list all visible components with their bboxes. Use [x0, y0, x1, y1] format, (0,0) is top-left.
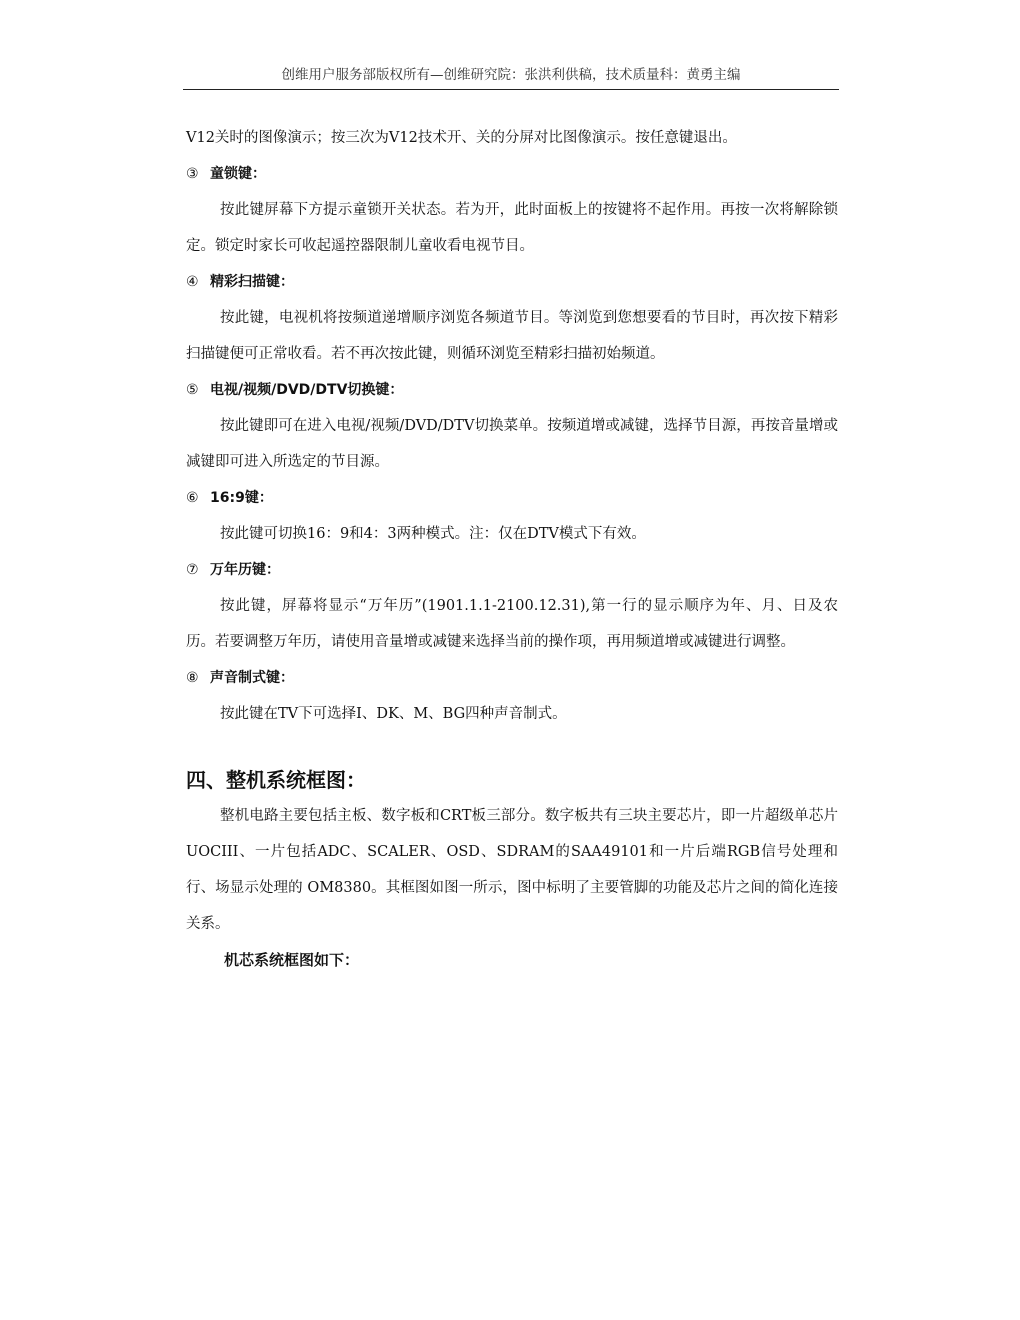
item-heading — [186, 552, 838, 588]
section-body: 整机电路主要包括主板、数字板和CRT板三部分。数字板共有三块主要芯片，即一片超级单芯片UOCIII、一片包括ADC、SCALER、OSD、SDRAM的SAA49101和一片后端RGB信号处理和行、场显示处理的 OM8380。其框图如图一所示，图中标明了主要管脚的功能及芯片之间的简化连接关系。 — [186, 808, 838, 932]
item-heading — [186, 264, 838, 300]
item-heading — [186, 372, 838, 408]
item-number: ⑧ — [186, 670, 199, 686]
item-source-switch — [186, 372, 838, 480]
item-title: 16:9键： — [210, 490, 273, 506]
item-body: 按此键，电视机将按频道递增顺序浏览各频道节目。等浏览到您想要看的节目时，再次按下精彩扫描键便可正常收看。若不再次按此键，则循环浏览至精彩扫描初始频道。 — [186, 310, 838, 362]
item-heading — [186, 480, 838, 516]
page-header: 创维用户服务部版权所有—创维研究院：张洪利供稿，技术质量科：黄勇主编 — [183, 62, 839, 90]
document-body — [186, 120, 838, 978]
item-sound-system — [186, 660, 838, 732]
item-aspect-ratio — [186, 480, 838, 552]
item-body: 按此键，屏幕将显示“万年历”(1901.1.1-2100.12.31),第一行的显示顺序为年、月、日及农历。若要调整万年历，请使用音量增或减键来选择当前的操作项，再用频道增或减键进行调整。 — [186, 598, 838, 650]
section-title: 四、整机系统框图： — [186, 768, 366, 792]
item-title: 声音制式键： — [210, 670, 294, 686]
item-number: ⑥ — [186, 490, 199, 506]
item-calendar — [186, 552, 838, 660]
item-title: 电视/视频/DVD/DTV切换键： — [210, 382, 404, 398]
item-body: 按此键屏幕下方提示童锁开关状态。若为开，此时面板上的按键将不起作用。再按一次将解除锁定。锁定时家长可收起遥控器限制儿童收看电视节目。 — [186, 202, 838, 254]
item-number: ④ — [186, 274, 199, 290]
item-number: ③ — [186, 166, 199, 182]
item-title: 童锁键： — [210, 166, 266, 182]
item-scan — [186, 264, 838, 372]
item-body: 按此键即可在进入电视/视频/DVD/DTV切换菜单。按频道增或减键，选择节目源，再按音量增或减键即可进入所选定的节目源。 — [186, 418, 838, 470]
item-heading — [186, 660, 838, 696]
item-number: ⑦ — [186, 562, 199, 578]
item-number: ⑤ — [186, 382, 199, 398]
item-title: 精彩扫描键： — [210, 274, 294, 290]
item-child-lock — [186, 156, 838, 264]
item-title: 万年历键： — [210, 562, 280, 578]
item-body: 按此键在TV下可选择I、DK、M、BG四种声音制式。 — [220, 706, 567, 722]
intro-line: V12关时的图像演示；按三次为V12技术开、关的分屏对比图像演示。按任意键退出。 — [186, 130, 737, 146]
section-subtitle: 机芯系统框图如下： — [224, 951, 360, 969]
item-body: 按此键可切换16：9和4：3两种模式。注：仅在DTV模式下有效。 — [220, 526, 646, 542]
item-heading — [186, 156, 838, 192]
